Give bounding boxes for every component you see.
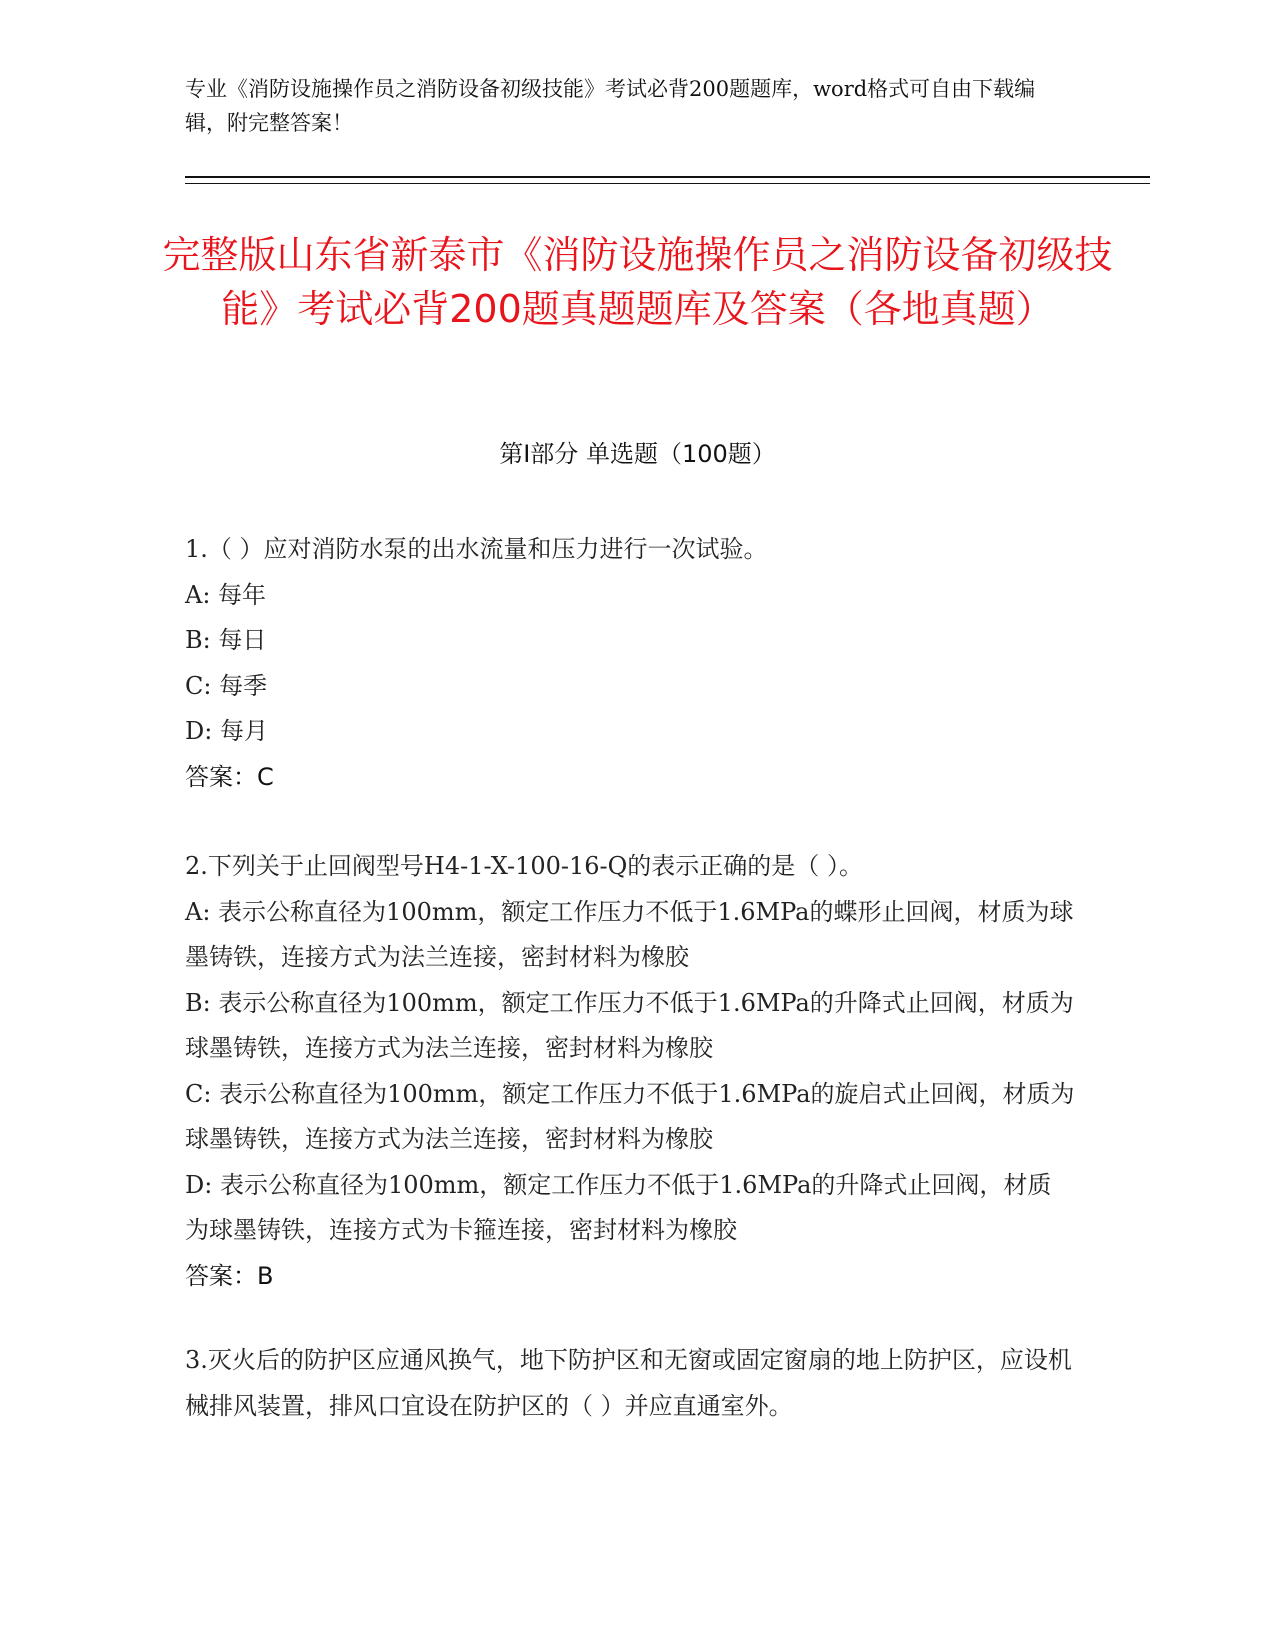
question-2 (185, 844, 1075, 1299)
option-d: D: 每月 (185, 717, 268, 745)
option-b: B: 每日 (185, 626, 267, 654)
option-a: A: 表示公称直径为100mm，额定工作压力不低于1.6MPa的蝶形止回阀，材质为球墨铸铁，连接方式为法兰连接，密封材料为橡胶 (185, 897, 1074, 971)
document-title: 完整版山东省新泰市《消防设施操作员之消防设备初级技能》考试必背200题真题题库及答案（各地真题） (162, 233, 1113, 331)
header-divider-thick (185, 176, 1150, 178)
question-stem: 1.（ ）应对消防水泵的出水流量和压力进行一次试验。 (185, 535, 768, 563)
section-title: 第Ⅰ部分 单选题（100题） (499, 440, 776, 468)
question-1 (185, 527, 1075, 800)
answer: 答案：B (185, 1261, 274, 1290)
answer: 答案：C (185, 762, 274, 791)
question-stem: 2.下列关于止回阀型号H4-1-X-100-16-Q的表示正确的是（ ）。 (185, 852, 863, 880)
option-a: A: 每年 (185, 580, 267, 609)
question-3 (185, 1338, 1075, 1429)
option-c: C: 每季 (185, 671, 268, 700)
option-b: B: 表示公称直径为100mm，额定工作压力不低于1.6MPa的升降式止回阀，材质为球墨铸铁，连接方式为法兰连接，密封材料为橡胶 (185, 988, 1074, 1062)
option-c: C: 表示公称直径为100mm，额定工作压力不低于1.6MPa的旋启式止回阀，材质为球墨铸铁，连接方式为法兰连接，密封材料为橡胶 (185, 1079, 1075, 1153)
header-note: 专业《消防设施操作员之消防设备初级技能》考试必背200题题库，word格式可自由下载编辑，附完整答案！ (185, 77, 1036, 135)
header-divider-thin (185, 183, 1150, 184)
question-stem: 3.灭火后的防护区应通风换气，地下防护区和无窗或固定窗扇的地上防护区，应设机械排风装置，排风口宜设在防护区的（ ）并应直通室外。 (185, 1346, 1072, 1420)
option-d: D: 表示公称直径为100mm，额定工作压力不低于1.6MPa的升降式止回阀，材质为球墨铸铁，连接方式为卡箍连接，密封材料为橡胶 (185, 1170, 1052, 1244)
